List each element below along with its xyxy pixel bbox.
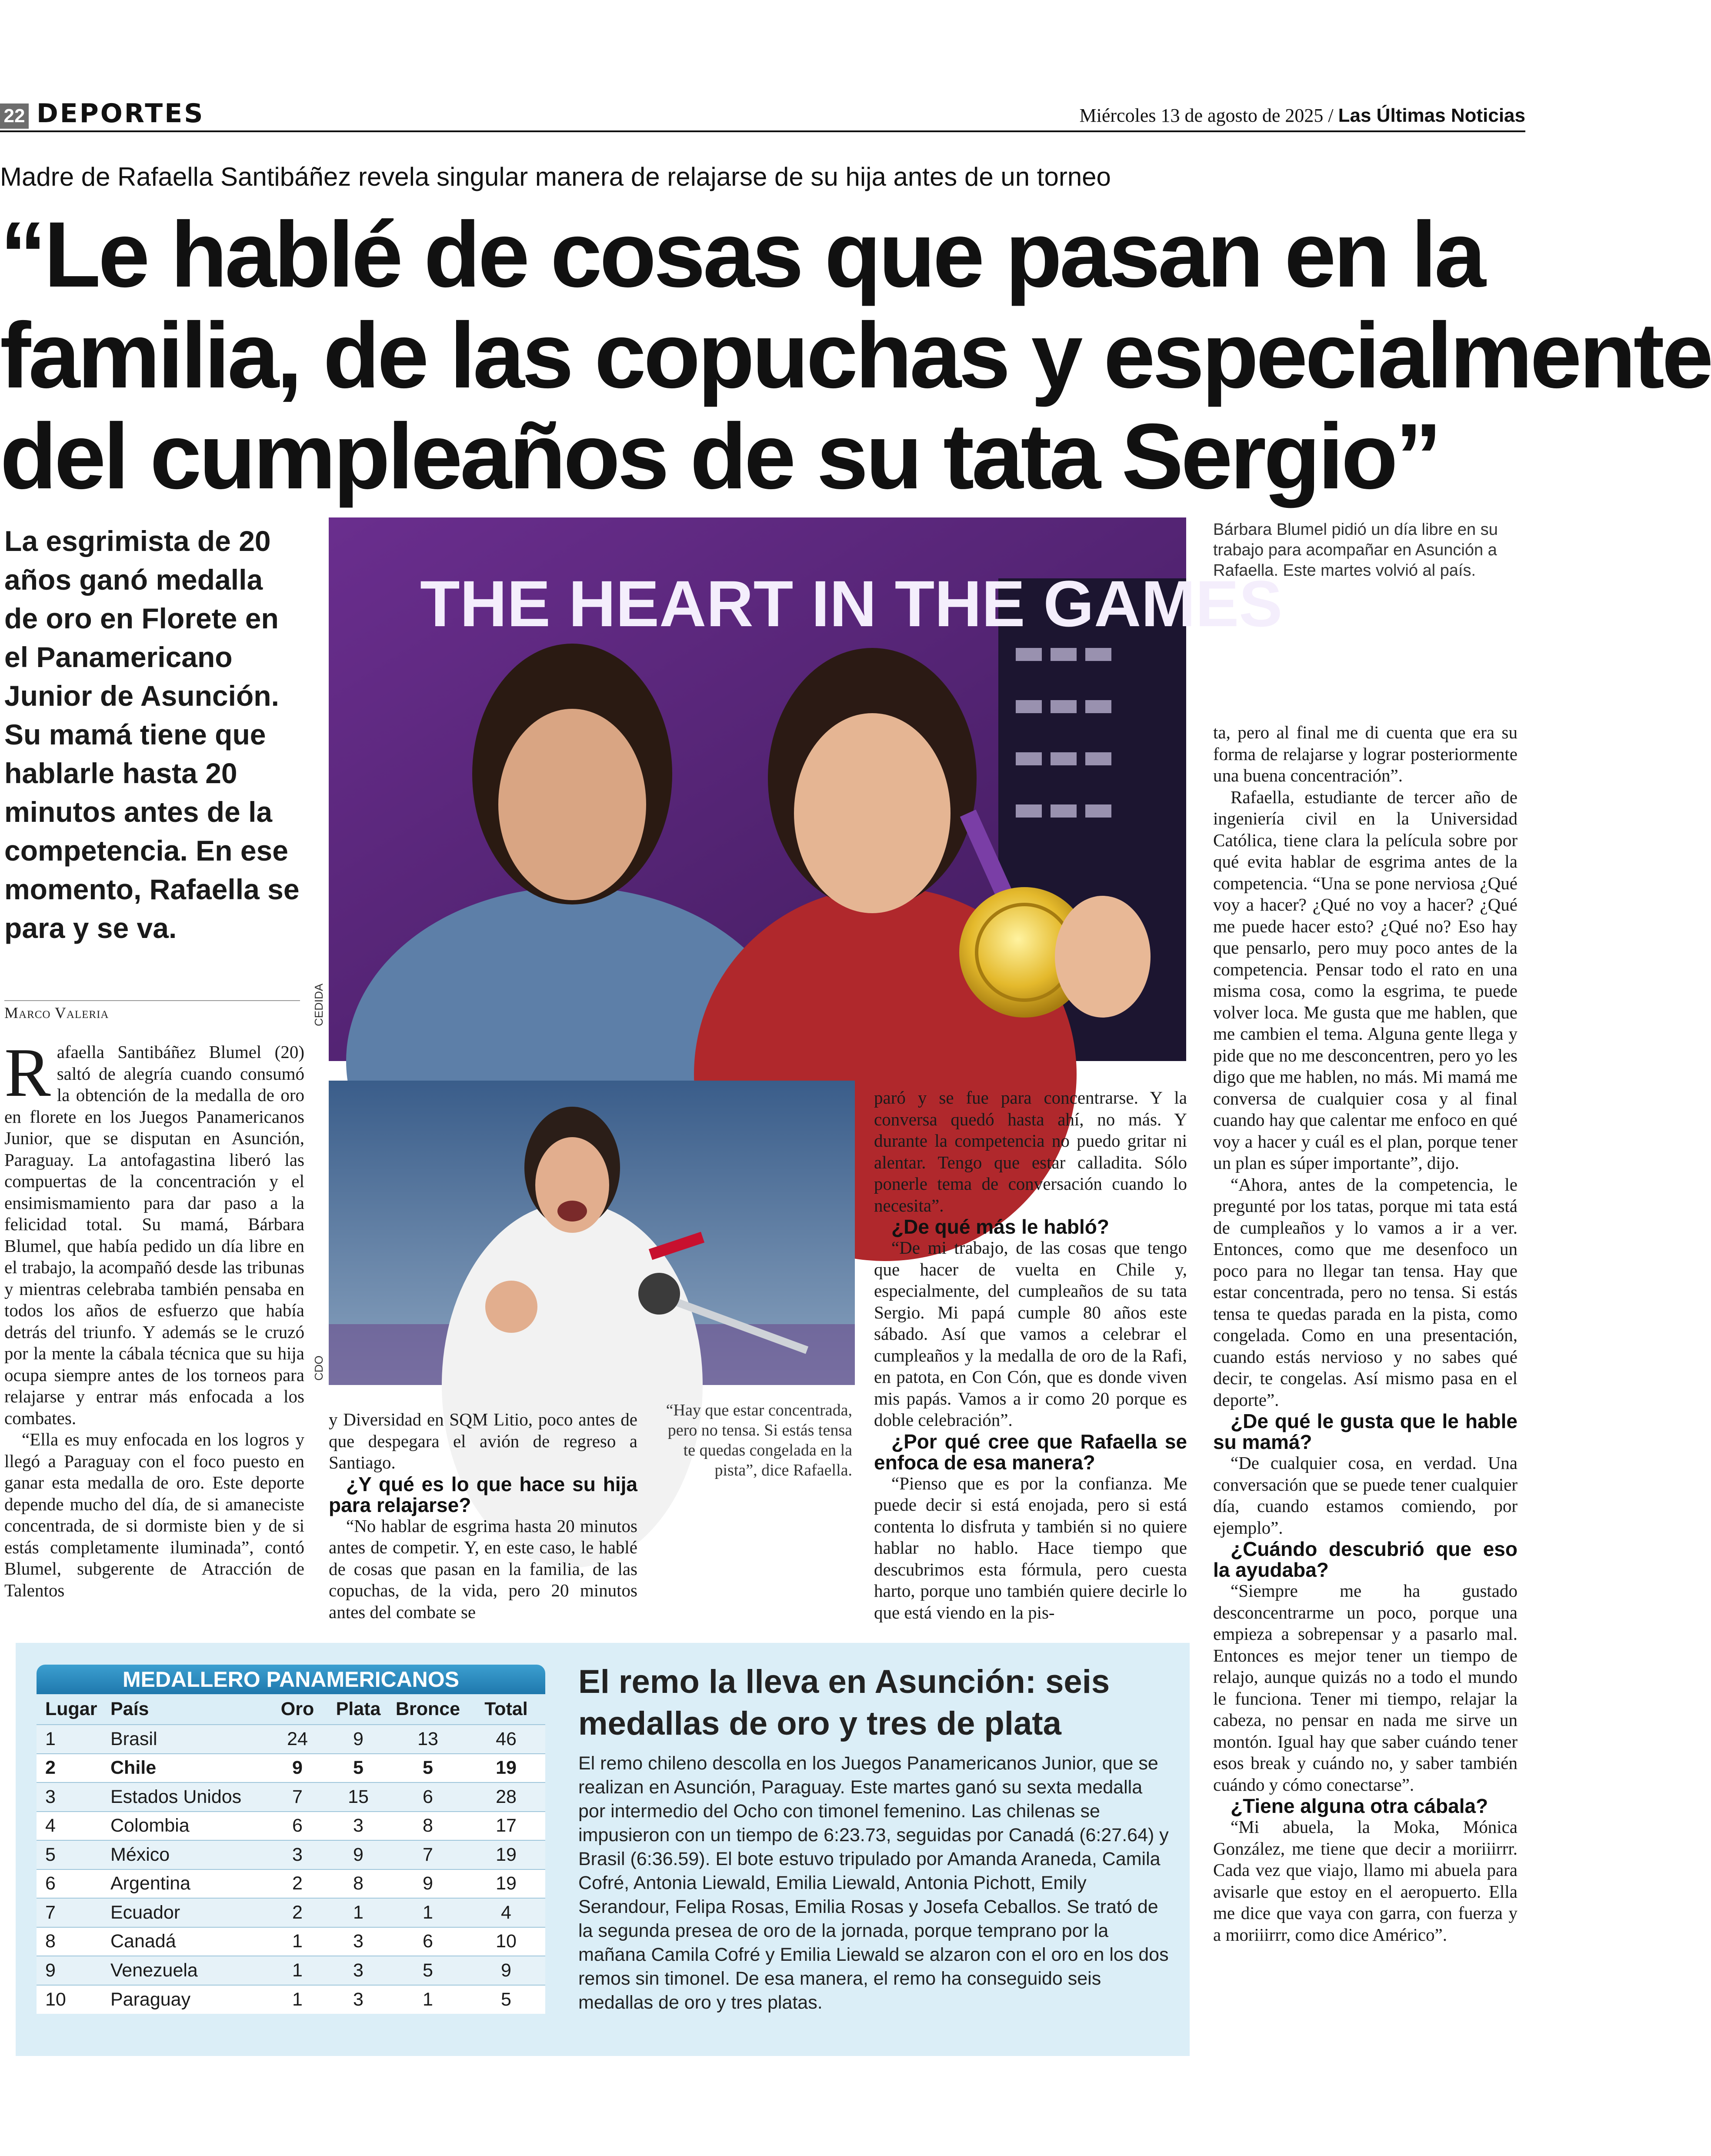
table-cell: 4 [37, 1812, 102, 1841]
table-cell: 6 [389, 1927, 467, 1956]
table-row [37, 1869, 545, 1899]
table-cell: 9 [389, 1869, 467, 1899]
table-cell: Colombia [102, 1812, 267, 1841]
table-cell: Venezuela [102, 1956, 267, 1985]
paragraph-2: “Ella es muy enfocada en los logros y llegó a Paraguay con el foco puesto en ganar esta medalla de oro. Este deporte depende mucho del día, de si amaneciste concentrada, de si dormiste bien y de si estás completamente iluminada”, contó Blumel, subgerente de Atracción de Talentos [4, 1429, 304, 1600]
main-photo [329, 517, 1283, 1061]
photo-credit-main: CEDIDA [312, 983, 325, 1026]
table-cell: 8 [389, 1812, 467, 1841]
dateline-separator: / [1323, 105, 1338, 126]
fencer-photo-icon [329, 1081, 855, 1385]
page-number: 22 [0, 103, 29, 129]
table-cell: 5 [37, 1840, 102, 1869]
table-cell: 8 [37, 1927, 102, 1956]
table-cell: 1 [389, 1898, 467, 1927]
table-cell: 3 [37, 1782, 102, 1812]
paragraph-9: Rafaella, estudiante de tercer año de ingeniería civil en la Universidad Católica, tiene clara la película sobre por qué evita hablar de esgrima antes de la competencia. “Una se pone nerviosa ¿Qué voy a hacer? ¿Qué no voy a hacer? ¿Qué me puede hacer esto? ¿Qué no? Eso hay que pensarlo, pero muy poco antes de la competencia. Pensar todo el rato en una misma cosa, como la esgrima, te puede volver loca. Me gusta que me hablen, que me cambien el tema. Alguna gente llega y pide que no me desconcentren, pero yo les digo que me hablen, no más. Mi mamá me conversa de cualquier cosa y al final cuando hay que calentar me enfoco en qué voy a hacer y cuál es el plan, porque tener un plan es súper importante”, dijo. [1213, 787, 1518, 1173]
table-cell: 6 [389, 1782, 467, 1812]
table-cell: 9 [328, 1840, 389, 1869]
selfie-photo-icon [329, 517, 1283, 1061]
table-row [37, 1725, 545, 1754]
article-column-2 [329, 1409, 637, 1623]
table-cell: 19 [467, 1840, 545, 1869]
table-row [37, 1782, 545, 1812]
table-cell: Brasil [102, 1725, 267, 1754]
table-cell: 4 [467, 1898, 545, 1927]
issue-date: Miércoles 13 de agosto de 2025 [1079, 105, 1324, 126]
table-cell: 9 [467, 1956, 545, 1985]
table-cell: 15 [328, 1782, 389, 1812]
question-3: ¿Por qué cree que Rafaella se enfoca de esa manera? [874, 1430, 1187, 1474]
table-row [37, 1898, 545, 1927]
medal-table-grid [37, 1694, 545, 2014]
table-row [37, 1956, 545, 1985]
paragraph-13: “Mi abuela, la Moka, Mónica González, me tiene que decir a moriiirrr. Cada vez que viajo, llamo mi abuela para avisarle que estoy en el aeropuerto. Ella me dice que vaya con garra, con fuerza y a moriiirrr, como dice Américo”. [1213, 1817, 1518, 1945]
table-cell: 17 [467, 1812, 545, 1841]
table-row [37, 1754, 545, 1783]
paragraph-12: “Siempre me ha gustado desconcentrarme un poco, porque una empieza a sobrepensar y a pasarlo mal. Entonces es mejor tener un tiempo de relajo, aunque quizás no a todo el mundo le funciona. Tener mi tiempo, relajar la cabeza, no pensar en nada me sirve un montón. Igual hay que saber cuándo tener esos break y cuándo no, y saber también cuándo y cómo conectarse”. [1213, 1581, 1518, 1795]
table-row [37, 1840, 545, 1869]
paragraph-8: ta, pero al final me di cuenta que era su forma de relajarse y lograr posteriormente una buena concentración”. [1213, 722, 1518, 785]
article-column-3 [874, 1087, 1187, 1623]
table-row [37, 1812, 545, 1841]
table-cell: 2 [267, 1898, 328, 1927]
table-cell: 8 [328, 1869, 389, 1899]
table-cell: Estados Unidos [102, 1782, 267, 1812]
kicker: Madre de Rafaella Santibáñez revela singular manera de relajarse de su hija antes de un torneo [0, 162, 1111, 191]
medal-table [37, 1665, 545, 2014]
photo-credit-second: CDO [312, 1355, 325, 1381]
table-cell: 9 [37, 1956, 102, 1985]
paragraph-1: afaella Santibáñez Blumel (20) saltó de alegría cuando consumó la obtención de la medalla de oro en florete en los Juegos Panamericanos Junior, que se disputan en Asunción, Paraguay. La antofagastina liberó las compuertas de la concentración y el ensimismamiento para dar paso a la felicidad total. Su mamá, Bárbara Blumel, que había pedido un día libre en el trabajo, la acompañó desde las tribunas y mientras celebraba también pensaba en todos los años de esfuerzo que había detrás del triunfo. Y además se le cruzó por la mente la cábala técnica que su hija ocupa siempre antes de los torneos para relajarse y entrar más enfocada a los combates. [4, 1042, 304, 1428]
caption-main-photo: Bárbara Blumel pidió un día libre en su trabajo para acompañar en Asunción a Rafaella. Este martes volvió al país. [1213, 521, 1498, 580]
sidebar-text: El remo chileno descolla en los Juegos Panamericanos Junior, que se realizan en Asunción, Paraguay. Este martes ganó su sexta medalla por intermedio del Ocho con timonel femenino. Las chilenas se impusieron con un tiempo de 6:23.73, seguidas por Canadá (6:27.64) y Brasil (6:36.59). El bote estuvo tripulado por Amanda Araneda, Camila Cofré, Antonia Liewald, Emilia Liewald, Antonia Pichott, Emily Serandour, Felipa Rosas, Emilia Rosas y Josefa Ceballos. Se trató de la segunda presea de oro de la jornada, porque temprano por la mañana Camila Cofré y Emilia Liewald se alzaron con el oro en los dos remos sin timonel. De esa manera, el remo ha conseguido seis medallas de oro y tres platas. [578, 1753, 1169, 2013]
dropcap: R [4, 1034, 51, 1111]
medal-table-title: MEDALLERO PANAMERICANOS [37, 1665, 545, 1694]
banner-text: THE HEART IN THE GAMES [420, 567, 1283, 640]
table-cell: 1 [328, 1898, 389, 1927]
table-cell: 1 [37, 1725, 102, 1754]
publication-name: Las Últimas Noticias [1338, 105, 1525, 126]
table-cell: 10 [467, 1927, 545, 1956]
table-cell: Paraguay [102, 1985, 267, 2014]
sidebar-title: El remo la lleva en Asunción: seis medallas de oro y tres de plata [578, 1663, 1110, 1742]
table-cell: Argentina [102, 1869, 267, 1899]
col-pais: País [102, 1694, 267, 1725]
article-column-1 [4, 1034, 304, 1601]
col-lugar: Lugar [37, 1694, 102, 1725]
col-total: Total [467, 1694, 545, 1725]
table-cell: 9 [267, 1754, 328, 1783]
table-cell: 13 [389, 1725, 467, 1754]
table-cell: Canadá [102, 1927, 267, 1956]
table-row [37, 1985, 545, 2014]
question-6: ¿Tiene alguna otra cábala? [1231, 1795, 1488, 1817]
table-cell: México [102, 1840, 267, 1869]
table-cell: 19 [467, 1869, 545, 1899]
paragraph-4: “No hablar de esgrima hasta 20 minutos antes de competir. Y, en este caso, le hablé de cosas que pasan en la familia, de las copuchas, de la vida, pero 20 minutos antes del combate se [329, 1515, 637, 1622]
table-cell: 6 [267, 1812, 328, 1841]
paragraph-10: “Ahora, antes de la competencia, le pregunté por los tatas, porque mi tata está de cumpleaños y lo vamos a ir a ver. Entonces, como que me desenfoco un poco para no llegar tan tensa. Hay que estar concentrada, pero no tensa. Si estás tensa te quedas parada en la pista, como congelada. Como en una presentación, cuando estás nervioso y no sabes qué decir, te congelas. Así mismo pasa en el deporte”. [1213, 1174, 1518, 1410]
table-cell: 5 [389, 1754, 467, 1783]
col-plata: Plata [328, 1694, 389, 1725]
caption-second-photo: “Hay que estar concentrada, pero no tensa. Si estás tensa te quedas congelada en la pista”, dice Rafaella. [666, 1401, 852, 1479]
byline: Marco Valeria [4, 1004, 109, 1021]
question-5: ¿Cuándo descubrió que eso la ayudaba? [1213, 1538, 1518, 1581]
table-cell: 5 [389, 1956, 467, 1985]
table-cell: 1 [267, 1985, 328, 2014]
table-cell: 3 [328, 1985, 389, 2014]
paragraph-11: “De cualquier cosa, en verdad. Una conversación que se puede tener cualquier día, cuando estamos comiendo, por ejemplo”. [1213, 1453, 1518, 1538]
article-column-4 [1213, 722, 1518, 1946]
table-cell: 7 [267, 1782, 328, 1812]
headline-line-3: del cumpleaños de su tata Sergio” [0, 404, 1440, 508]
table-cell: 24 [267, 1725, 328, 1754]
table-cell: 3 [267, 1840, 328, 1869]
table-cell: 19 [467, 1754, 545, 1783]
table-row [37, 1927, 545, 1956]
table-cell: 1 [267, 1956, 328, 1985]
question-2: ¿De qué más le habló? [891, 1215, 1109, 1238]
headline [0, 203, 1711, 508]
dateline [1080, 104, 1525, 127]
byline-rule [4, 1000, 300, 1001]
table-cell: 3 [328, 1812, 389, 1841]
table-cell: 1 [389, 1985, 467, 2014]
paragraph-7: “Pienso que es por la confianza. Me puede decir si está enojada, pero si está contenta lo disfruta y también si no quiere hablar no hablo. Hace tiempo que descubrimos esta fórmula, pero cuesta harto, porque uno también quiere decirle lo que está viendo en la pis- [874, 1473, 1187, 1622]
col-oro: Oro [267, 1694, 328, 1725]
table-cell: 2 [37, 1754, 102, 1783]
table-cell: 2 [267, 1869, 328, 1899]
table-cell: 3 [328, 1927, 389, 1956]
table-cell: 5 [328, 1754, 389, 1783]
table-cell: Chile [102, 1754, 267, 1783]
headline-line-2: familia, de las copuchas y especialmente [0, 304, 1711, 407]
col-bronce: Bronce [389, 1694, 467, 1725]
paragraph-3: y Diversidad en SQM Litio, poco antes de que despegara el avión de regreso a Santiago. [329, 1409, 637, 1472]
table-cell: 10 [37, 1985, 102, 2014]
paragraph-6: “De mi trabajo, de las cosas que tengo que hacer de vuelta en Chile y, especialmente, del cumpleaños de su tata Sergio. Mi papá cumple 80 años este sábado. Así que vamos a celebrar el cumpleaños y la medalla de oro de la Rafi, en patota, en Con Cón, que es donde viven mis papás. Vamos a ir como 20 porque es doble celebración”. [874, 1238, 1187, 1430]
table-cell: 5 [467, 1985, 545, 2014]
header-rule [0, 130, 1525, 132]
table-cell: 3 [328, 1956, 389, 1985]
question-1: ¿Y qué es lo que hace su hija para relajarse? [329, 1472, 637, 1516]
question-4: ¿De qué le gusta que le hable su mamá? [1213, 1410, 1518, 1453]
table-cell: 46 [467, 1725, 545, 1754]
table-cell: 7 [389, 1840, 467, 1869]
table-cell: 28 [467, 1782, 545, 1812]
table-cell: 7 [37, 1898, 102, 1927]
second-photo [329, 1081, 855, 1385]
headline-line-1: “Le hablé de cosas que pasan en la [0, 203, 1484, 307]
table-cell: 6 [37, 1869, 102, 1899]
deck: La esgrimista de 20 años ganó medalla de oro en Florete en el Panamericano Junior de Asunción. Su mamá tiene que hablarle hasta 20 minutos antes de la competencia. En ese momento, Rafaella se para y se va. [4, 525, 300, 944]
section-title: DEPORTES [37, 98, 205, 129]
paragraph-5: paró y se fue para concentrarse. Y la conversa quedó hasta ahí, no más. Y durante la competencia no puedo gritar ni alentar. Tengo que estar calladita. Sólo ponerle tema de conversación cuando lo necesita”. [874, 1088, 1187, 1215]
table-cell: Ecuador [102, 1898, 267, 1927]
table-cell: 9 [328, 1725, 389, 1754]
table-cell: 1 [267, 1927, 328, 1956]
